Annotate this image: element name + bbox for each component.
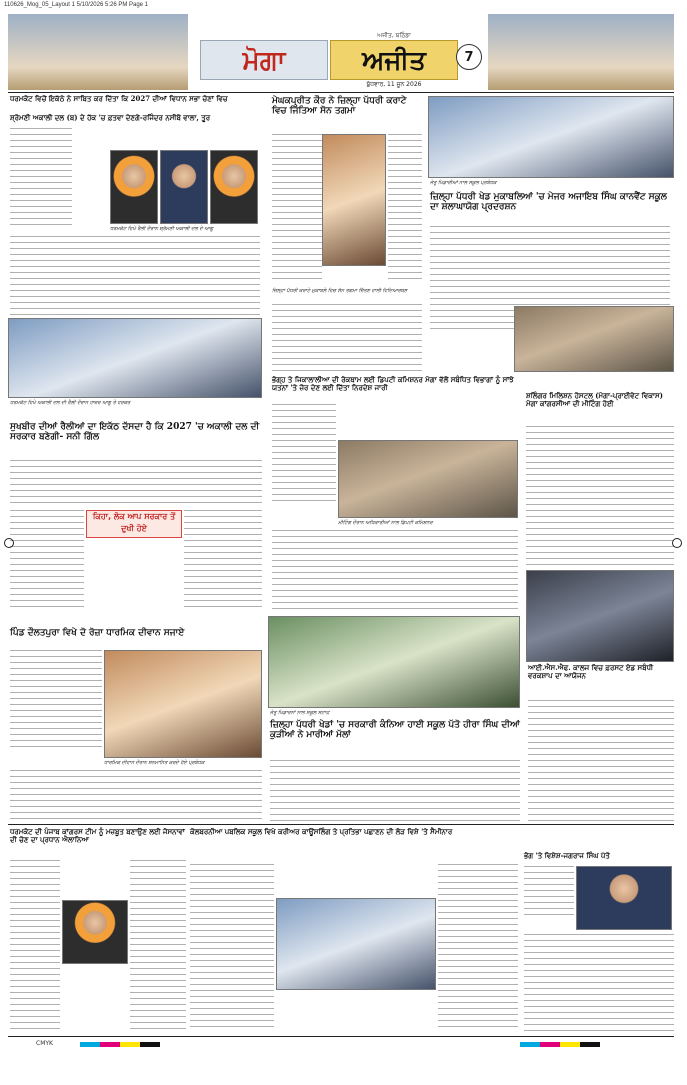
story-12-headline: ਭੋਗ 'ਤੇ ਵਿਸ਼ੇਸ਼-ਜਗਰਾਜ ਸਿੰਘ ਪੱਤੋ — [524, 851, 610, 860]
story-5-text-c — [184, 510, 262, 610]
story-4-caption: ਮੀਟਿੰਗ ਦੌਰਾਨ ਅਧਿਕਾਰੀਆਂ ਨਾਲ ਡਿਪਟੀ ਕਮਿਸ਼ਨਰ — [338, 520, 433, 526]
section-rule — [8, 824, 674, 825]
story-10-headline: ਕੋਲਬਰਨੀਆ ਪਬਲਿਕ ਸਕੂਲ ਵਿਖੇ ਕਰੀਅਰ ਕਾਊਂਸਲਿੰਗ ਤੇ ਪ੍ਰਤਿਭਾ ਪਛਾਣਨ ਦੀ ਲੋੜ ਵਿਸ਼ੇ 'ਤੇ ਸੈਮੀਨਾਰ — [190, 827, 453, 836]
color-swatch-cyan — [520, 1042, 540, 1047]
story-6-headline: ਸ਼ਲਿੰਗਰ ਮਿਲਿਸ਼ਨ ਹੋਸਟਲ (ਮੋਗਾ-ਪ੍ਰਾਈਵੇਟ ਵਿਕਾਸ) ਮੋਗਾ ਕਾਂਗਰਸੀਆਂ ਦੀ ਮੀਟਿੰਗ ਹੋਈ — [526, 391, 663, 409]
story-8-caption: ਜੇਤੂ ਖਿਡਾਰਨਾਂ ਨਾਲ ਸਕੂਲ ਸਟਾਫ਼ — [270, 710, 330, 716]
story-1-text-b — [10, 236, 260, 316]
story-2-photo — [322, 134, 386, 266]
print-slug: 110626_Mog_05_Layout 1 5/10/2026 5:26 PM Page 1 — [4, 2, 149, 8]
color-swatch-cyan — [80, 1042, 100, 1047]
story-5-headline: ਸੁਖਬੀਰ ਦੀਆਂ ਰੈਲੀਆਂ ਦਾ ਇਕੱਠ ਦੱਸਦਾ ਹੈ ਕਿ 2027 'ਚ ਅਕਾਲੀ ਦਲ ਦੀ ਸਰਕਾਰ ਬਣੇਗੀ- ਸਨੀ ਗਿੱਲ — [10, 422, 260, 443]
color-bar — [80, 1042, 160, 1047]
story-1-caption: ਧਰਮਕੋਟ ਵਿਖੇ ਰੈਲੀ ਦੌਰਾਨ ਸ਼੍ਰੋਮਣੀ ਅਕਾਲੀ ਦਲ ਦੇ ਆਗੂ — [110, 226, 214, 232]
story-8-headline: ਜ਼ਿਲ੍ਹਾ ਪੱਧਰੀ ਖੇਡਾਂ 'ਚ ਸਰਕਾਰੀ ਕੰਨਿਆ ਹਾਈ ਸਕੂਲ ਪੱਤੋ ਹੀਰਾ ਸਿੰਘ ਦੀਆਂ ਕੁੜੀਆਂ ਨੇ ਮਾਰੀਆਂ ਮੱਲਾਂ — [270, 720, 520, 741]
story-4-text-b — [272, 530, 518, 612]
story-9-text — [528, 700, 674, 822]
story-9-headline: ਆਈ.ਐਸ.ਐਫ. ਕਾਲਜ ਵਿਚ ਫ਼ਰਸਟ ਏਡ ਸਬੰਧੀ ਵਰਕਸ਼ਾਪ ਦਾ ਆਯੋਜਨ — [528, 663, 654, 681]
story-7-headline: ਪਿੰਡ ਦੌਲਤਪੁਰਾ ਵਿਖੇ ਦੋ ਰੋਜ਼ਾ ਧਾਰਮਿਕ ਦੀਵਾਨ ਸਜਾਏ — [10, 628, 185, 638]
story-1-photo-caption: ਧਰਮਕੋਟ ਵਿਖੇ ਅਕਾਲੀ ਦਲ ਦੀ ਰੈਲੀ ਦੌਰਾਨ ਹਾਜ਼ਰ ਆਗੂ ਤੇ ਵਰਕਰ — [10, 400, 131, 406]
corner-photo-right — [488, 14, 674, 90]
story-1-rally-photo — [8, 318, 262, 398]
story-4-photo — [338, 440, 518, 518]
masthead-date: ਬੁੱਧਵਾਰ, 11 ਜੂਨ 2026 — [366, 81, 422, 88]
story-2-text-b — [388, 134, 422, 284]
story-11-text-b — [130, 860, 186, 1032]
story-11-text-a — [10, 860, 60, 1032]
story-1-portrait-3 — [210, 150, 258, 224]
story-1-portrait-2 — [160, 150, 208, 224]
story-1-subhead: ਸ਼੍ਰੋਮਣੀ ਅਕਾਲੀ ਦਲ (ਬ) ਦੇ ਹੱਕ 'ਚ ਫ਼ਤਵਾ ਦੇਣਗੇ-ਰਜਿੰਦਰ ਨਸੀਬੋ ਵਾਲਾ, ਤੂਰ — [10, 113, 211, 122]
story-3-caption: ਜੇਤੂ ਖਿਡਾਰੀਆਂ ਨਾਲ ਸਕੂਲ ਪ੍ਰਬੰਧਕ — [430, 180, 497, 186]
story-4-text-a — [272, 404, 336, 504]
story-8-text — [270, 760, 520, 822]
footer-rule — [8, 1036, 674, 1037]
story-10-text-b — [438, 864, 518, 1032]
masthead-small-brand: ਅਜੀਤ, ਬਠਿੰਡਾ — [377, 32, 411, 39]
story-12-portrait — [576, 866, 672, 930]
story-5-text-a — [10, 460, 262, 508]
story-5-text-b — [10, 510, 84, 610]
corner-photo-left — [8, 14, 188, 90]
registration-mark-icon — [672, 538, 682, 548]
story-6-photo — [526, 570, 674, 662]
masthead-paper: ਅਜੀਤ — [362, 46, 426, 76]
color-bar-right — [520, 1042, 600, 1047]
color-swatch-black — [580, 1042, 600, 1047]
color-swatch-yellow — [120, 1042, 140, 1047]
masthead-city-panel — [200, 40, 328, 80]
color-swatch-magenta — [540, 1042, 560, 1047]
story-2-caption: ਜ਼ਿਲ੍ਹਾ ਪੱਧਰੀ ਕਰਾਟੇ ਮੁਕਾਬਲੇ ਵਿਚ ਸੋਨ ਤਗਮਾ ਜਿੱਤਣ ਵਾਲੀ ਵਿਦਿਆਰਥਣ — [272, 288, 408, 294]
story-5-pullquote: ਕਿਹਾ, ਲੋਕ ਆਪ ਸਰਕਾਰ ਤੋਂ ਦੁਖੀ ਹੋਏ — [86, 510, 182, 538]
story-6-text — [526, 426, 674, 566]
color-swatch-magenta — [100, 1042, 120, 1047]
story-11-portrait — [62, 900, 128, 964]
story-11-headline: ਧਰਮਕੋਟ ਦੀ ਪੰਜਾਬ ਕਾਂਗਰਸ ਟੀਮ ਨੂੰ ਮਜ਼ਬੂਤ ਬਣਾਉਣ ਲਈ ਜੋਸਨਾਵਾਂ ਦੀ ਚੋਣ ਦਾ ਪ੍ਰਧਾਨ ਐਲਾਨਿਆ — [10, 827, 185, 845]
story-2-text-a — [272, 134, 322, 284]
color-swatch-black — [140, 1042, 160, 1047]
story-12-text-b — [524, 934, 674, 1032]
story-8-photo — [268, 616, 520, 708]
registration-mark-icon — [4, 538, 14, 548]
page-number: 7 — [456, 44, 482, 70]
masthead-paper-panel — [330, 40, 458, 80]
footer-slug: CMYK — [36, 1040, 53, 1047]
story-3-meeting-photo — [514, 306, 674, 372]
story-1-text-a — [10, 128, 72, 230]
story-2-headline: ਮੇਘਕਪ੍ਰੀਤ ਕੌਰ ਨੇ ਜ਼ਿਲ੍ਹਾ ਪੱਧਰੀ ਕਰਾਟੇ ਵਿਚ ਜਿੱਤਿਆ ਸੋਨ ਤਗਮਾ — [272, 96, 407, 117]
story-7-text-a — [10, 650, 102, 752]
masthead-rule — [8, 92, 674, 93]
story-10-text-a — [190, 864, 274, 1032]
story-7-photo — [104, 650, 262, 758]
story-3-headline: ਜ਼ਿਲ੍ਹਾ ਪੱਧਰੀ ਖੇਡ ਮੁਕਾਬਲਿਆਂ 'ਚ ਮੇਜਰ ਅਜਾਇਬ ਸਿੰਘ ਕਾਨਵੈਂਟ ਸਕੂਲ ਦਾ ਸ਼ਲਾਘਾਯੋਗ ਪ੍ਰਦਰਸ਼ਨ — [430, 192, 667, 213]
story-2-text-c — [272, 304, 422, 374]
masthead-city: ਮੋਗਾ — [242, 46, 286, 76]
story-1-portrait-1 — [110, 150, 158, 224]
story-3-photo — [428, 96, 674, 178]
color-swatch-yellow — [560, 1042, 580, 1047]
story-1-headline: ਧਰਮਕੋਟ ਵਿਚੋਂ ਇਕੱਠੇ ਨੇ ਸਾਬਿਤ ਕਰ ਦਿੱਤਾ ਕਿ 2027 ਦੀਆਂ ਵਿਧਾਨ ਸਭਾ ਚੋਣਾਂ ਵਿਚ — [10, 94, 228, 103]
story-4-headline: ਭੋਗ੍ਹ ਤੇ ਜਿਕਾਲਾਲੀਆ ਦੀ ਰੋਕਥਾਮ ਲਈ ਡਿਪਟੀ ਕਮਿਸ਼ਨਰ ਮੋਗਾ ਵੱਲੋਂ ਸਬੰਧਿਤ ਵਿਭਾਗਾਂ ਨੂੰ ਸਾਂਝੇ ਯਤਨਾਂ 'ਤੇ ਜ਼ੋਰ ਦੇਣ ਲਈ ਦਿੱਤਾ ਨਿਰਦੇਸ਼ ਜਾਰੀ — [272, 375, 514, 393]
story-7-caption: ਧਾਰਮਿਕ ਦੀਵਾਨ ਦੌਰਾਨ ਸਨਮਾਨਿਤ ਕਰਦੇ ਹੋਏ ਪ੍ਰਬੰਧਕ — [104, 760, 205, 766]
story-12-text-a — [524, 866, 574, 916]
story-10-photo — [276, 898, 436, 990]
story-7-text-b — [10, 770, 262, 822]
